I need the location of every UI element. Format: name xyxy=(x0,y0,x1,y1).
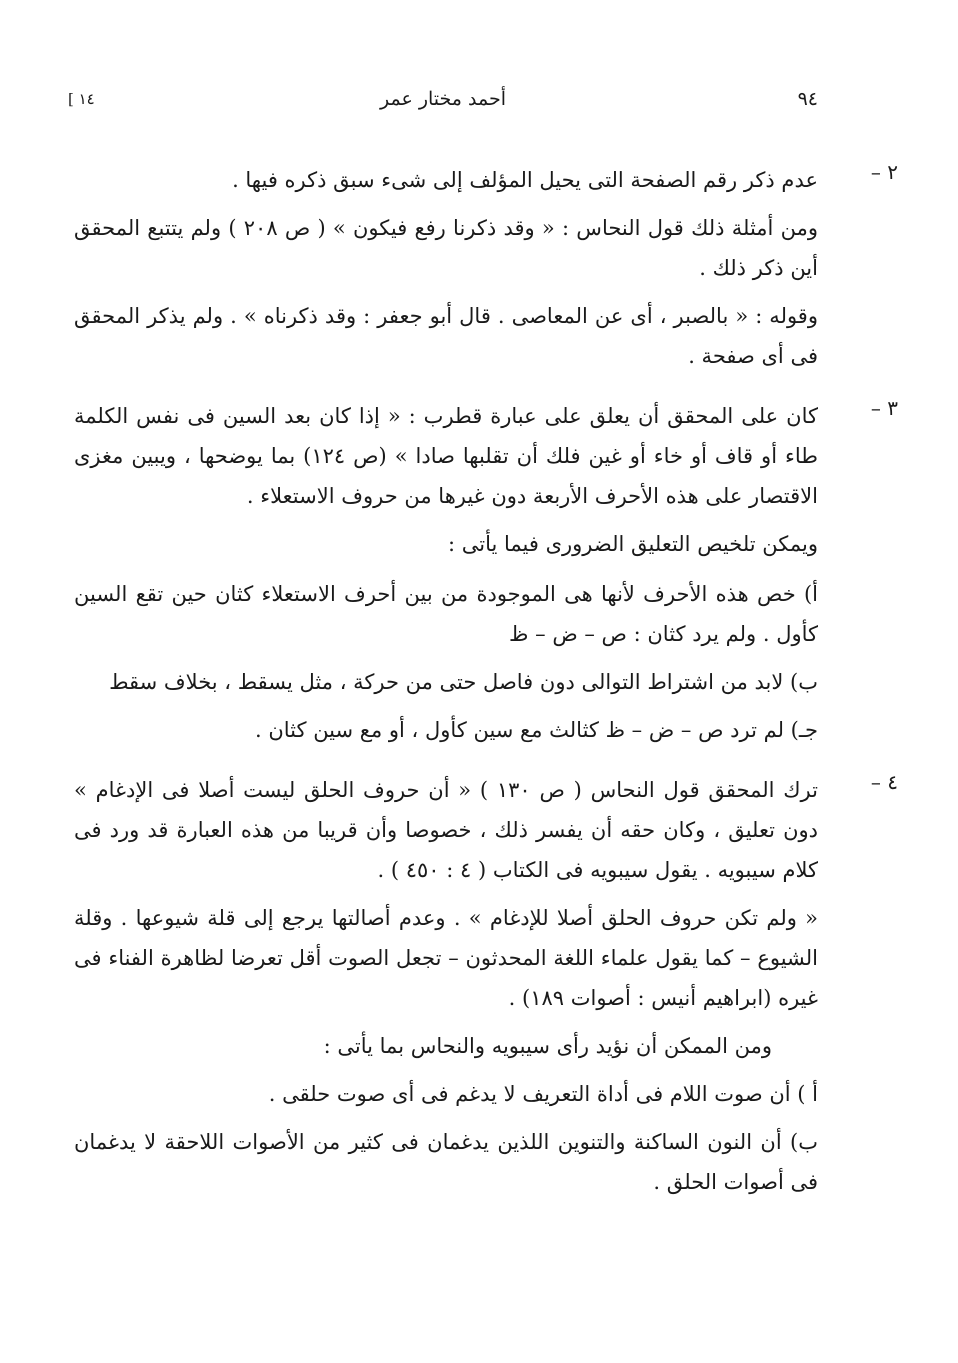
paragraph: « ولم تكن حروف الحلق أصلا للإدغام » . وعدم أصالتها يرجع إلى قلة شيوعها . وقلة الشيوع – كما يقول علماء اللغة المحدثون – تجعل الصوت أقل تعرضا لظاهرة الفناء فى غيره (ابراهيم أنيس : أصوات ١٨٩) . xyxy=(74,906,818,1010)
item-marker: ٣ – xyxy=(870,396,898,420)
indented-paragraph: ومن الممكن أن نؤيد رأى سيبويه والنحاس بما يأتى : xyxy=(323,1034,772,1058)
paragraph: عدم ذكر رقم الصفحة التى يحيل المؤلف إلى شىء سبق ذكره فيها . xyxy=(232,168,818,192)
item-3 xyxy=(74,396,898,750)
subpoint: أ ) أن صوت اللام فى أداة التعريف لا يدغم فى أى صوت حلقى . xyxy=(268,1082,818,1106)
item-marker: ٤ – xyxy=(870,770,898,794)
paragraph: ترك المحقق قول النحاس ( ص ١٣٠ ) « أن حروف الحلق ليست أصلا فى الإدغام » دون تعليق ، وكان حقه أن يفسر ذلك ، خصوصا وأن قريبا من هذه العبارة قد ورد فى كلام سيبويه . يقول سيبويه فى الكتاب ( ٤ : ٤٥٠ ) . xyxy=(74,778,818,882)
item-4 xyxy=(74,770,898,1202)
subpoint: ب) أن النون الساكنة والتنوين اللذين يدغمان فى كثير من الأصوات اللاحقة لا يدغمان فى أصوات الحلق . xyxy=(74,1130,818,1194)
running-title: أحمد مختار عمر xyxy=(379,88,506,110)
page-number: ٩٤ xyxy=(797,88,818,110)
paragraph: وقوله : « بالصبر ، أى عن المعاصى . قال أبو جعفر : وقد ذكرناه » . ولم يذكر المحقق فى أى صفحة . xyxy=(74,304,818,368)
paragraph: ويمكن تلخيص التعليق الضرورى فيما يأتى : xyxy=(447,532,818,556)
subpoint: أ) خص هذه الأحرف لأنها هى الموجودة من بين أحرف الاستعلاء كثان حين تقع السين كأول . ولم يرد كثان : ص – ض – ظ xyxy=(74,582,818,646)
subpoint: جـ) لم ترد ص – ض – ظ كثالث مع سين كأول ، أو مع سين كثان . xyxy=(255,718,818,742)
subpoint: ب) لابد من اشتراط التوالى دون فاصل حتى من حركة ، مثل يسقط ، بخلاف سقط xyxy=(109,670,818,694)
page-body xyxy=(74,160,898,1222)
item-2 xyxy=(74,160,898,376)
item-marker: ٢ – xyxy=(870,160,898,184)
paragraph: كان على المحقق أن يعلق على عبارة قطرب : « إذا كان بعد السين فى نفس الكلمة طاء أو قاف أو خاء أو غين فلك أن تقلبها صادا » (ص ١٢٤) بما يوضحها ، ويبين مغزى الاقتصار على هذه الأحرف الأربعة دون غيرها من حروف الاستعلاء . xyxy=(74,404,818,508)
signature-mark: [ ١٤ xyxy=(68,90,95,108)
paragraph: ومن أمثلة ذلك قول النحاس : « وقد ذكرنا رفع فيكون » ( ص ٢٠٨ ) ولم يتتبع المحقق أين ذكر ذلك . xyxy=(74,216,819,280)
page-header xyxy=(68,88,818,118)
